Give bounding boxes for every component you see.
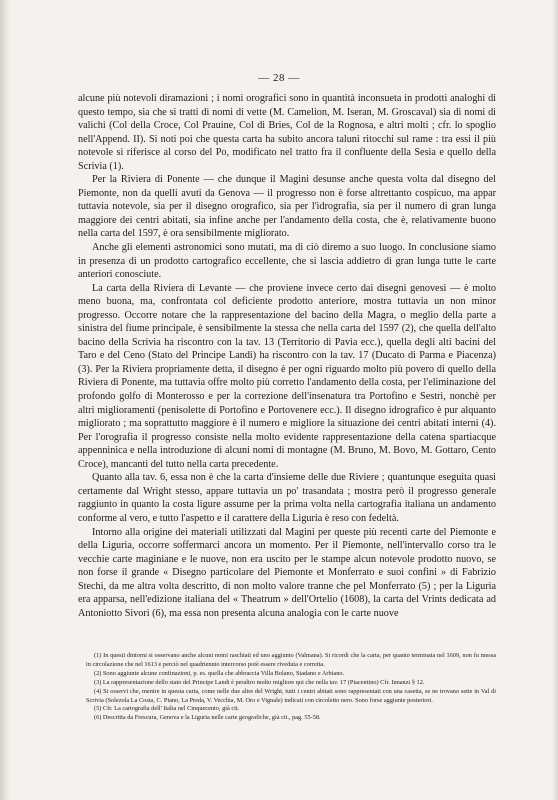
paragraph: Quanto alla tav. 6, essa non è che la carta d'insieme delle due Riviere ; quantunque eseguita quasi certamente dal Wright stesso, appare tuttavia un po' trasandata ; mostra però il progresso generale raggiunto in quanto la costa ligure assume per la prima volta nella cartografia italiana un andamento conforme al vero, e tutto l'aspetto e il carattere della Liguria è reso con fedeltà. — [78, 472, 496, 524]
paragraph: Per la Riviera di Ponente — che dunque il Magini desunse anche questa volta dal disegno del Piemonte, non da quelli avuti da Genova — il progresso non è forse altrettanto cospicuo, ma appar tuttavia notevole, sia per il disegno orografico, sia per l'idrografia, sia per il numero di gran lunga maggiore dei centri abitati, sia infine anche per l'andamento della costa, che è, relativamente buono nella carta del 1597, è ora sensibilmente migliorato. — [78, 174, 496, 240]
page-number: — 28 — — [258, 72, 300, 84]
body-text — [78, 92, 496, 620]
footnote: (1) In questi dintorni si osservano anche alcuni nomi raschiati ed uno aggiunto (Valmana). Si ricordi che la carta, per quanto terminata nel 1609, non fu messa in circolazione che nel 1613 e perciò nel quadriennio intercorso potè essere riveduta e corretta. — [86, 652, 496, 668]
footnotes — [86, 652, 496, 723]
paragraph: La carta della Riviera di Levante — che proviene invece certo dai disegni genovesi — è molto meno buona, ma, confrontata col deficiente prodotto anteriore, mostra tuttavia un non minor progresso. Occorre notare che la rappresentazione del bacino della Magra, o meglio della parte a sinistra del fiume principale, è sensibilmente la stessa che nella carta del 1597 (2), che quella dell'alto bacino della Scrivia ha riscontro con la tav. 13 (Territorio di Pavia ecc.), quella degli alti bacini del Taro e del Ceno (Stato del Principe Landi) ha riscontro con la tav. 17 (Ducato di Parma e Piacenza) (3). Per la Riviera propriamente detta, il disegno è per ogni riguardo molto più povero di quello della Riviera di Ponente, ma tuttavia offre molto più corretto l'andamento della costa, per l'eliminazione del profondo golfo di Monterosso e per la correzione dell'insenatura tra Portofino e Sestri, nonchè per altri miglioramenti (penisolette di Portofino e Portovenere ecc.). Il disegno idrografico è pur alquanto migliorato ; ma soprattutto maggiore è il numero e migliore la situazione dei centri abitati interni (4). Per l'orografia il progresso consiste nella molto evidente rappresentazione della catena spartiacque appenninica e nella introduzione di alcuni nomi di montagne (M. Bruno, M. Bovo, M. Gottaro, Cento Croce), mancanti del tutto nella carta precedente. — [78, 282, 496, 470]
scan-edge-shadow — [552, 0, 558, 800]
scan-edge-shadow — [0, 0, 10, 800]
footnote: (2) Sono aggiunte alcune confinazioni, p. es. quella che abbraccia Villa Bolano, Stadano e Arbiano. — [94, 669, 345, 677]
footnote: (6) Descritta da Frescura, Genova e la Liguria nelle carte geografiche, già cit., pag. 55-58. — [94, 714, 321, 722]
footnote: (3) La rappresentazione dello stato del Principe Landi è peraltro molto migliore qui che nella tav. 17 (Piacentino) Cfr. Innanzi § 12. — [94, 678, 425, 686]
paragraph: alcune più notevoli diramazioni ; i nomi orografici sono in quantità inconsueta in prodotti analoghi di questo tempo, sia che si tratti di nomi di vette (M. Camelion, M. Iseran, M. Groscaval) sia di nomi di valichi (Col della Croce, Col Prauine, Col di Bries, Col de la Rognosa, e altri molti ; cfr. lo spoglio nell'Append. II). Si noti poi che questa carta ha subito ancora taluni ritocchi sul rame : tra essi il più notevole si riferisce al corso del Po, modificato nel tratto fra il confluente della Sesia e quello della Scrivia (1). — [78, 93, 496, 172]
footnote: (5) Cfr. La cartografia dell' Italia nel Cinquecento, già cit. — [94, 705, 240, 713]
footnote: (4) Si osservi che, mentre in questa carta, come nelle due altre del Wright, tutti i centri abitati sono rappresentati con una casetta, se ne trovano sette in Val di Scrivia (Solezola La Costa, C. Piano, La Preda, V. Vecchia, M. Oro e Vignale) indicati con circoletto nero. Sono forse aggiunte posteriori. — [86, 687, 496, 704]
paragraph: Anche gli elementi astronomici sono mutati, ma di ciò diremo a suo luogo. In conclusione siamo in presenza di un prodotto cartografico eccellente, che si lascia addietro di gran lunga tutte le carte anteriori conosciute. — [78, 242, 496, 281]
paragraph: Intorno alla origine dei materiali utilizzati dal Magini per queste più recenti carte del Piemonte e della Liguria, occorre soffermarci ancora un momento. Per il Piemonte, nell'intervallo corso tra le vecchie carte maginiane e le nuove, non era uscito per le stampe alcun notevole prodotto nuovo, se non forse il grande « Disegno particolare del Piemonte et Monferrato e suoi confini » di Fabrizio Stechi, da me altra volta descritto, di non molto valore tranne che pel Monferrato (5) ; per la Liguria era apparsa, nell'edizione italiana del « Theatrum » dell'Ortelio (1608), la carta del Vrints dedicata ad Antoniotto Sivori (6), ma essa non presenta alcuna analogia con le carte nuove — [78, 526, 496, 619]
